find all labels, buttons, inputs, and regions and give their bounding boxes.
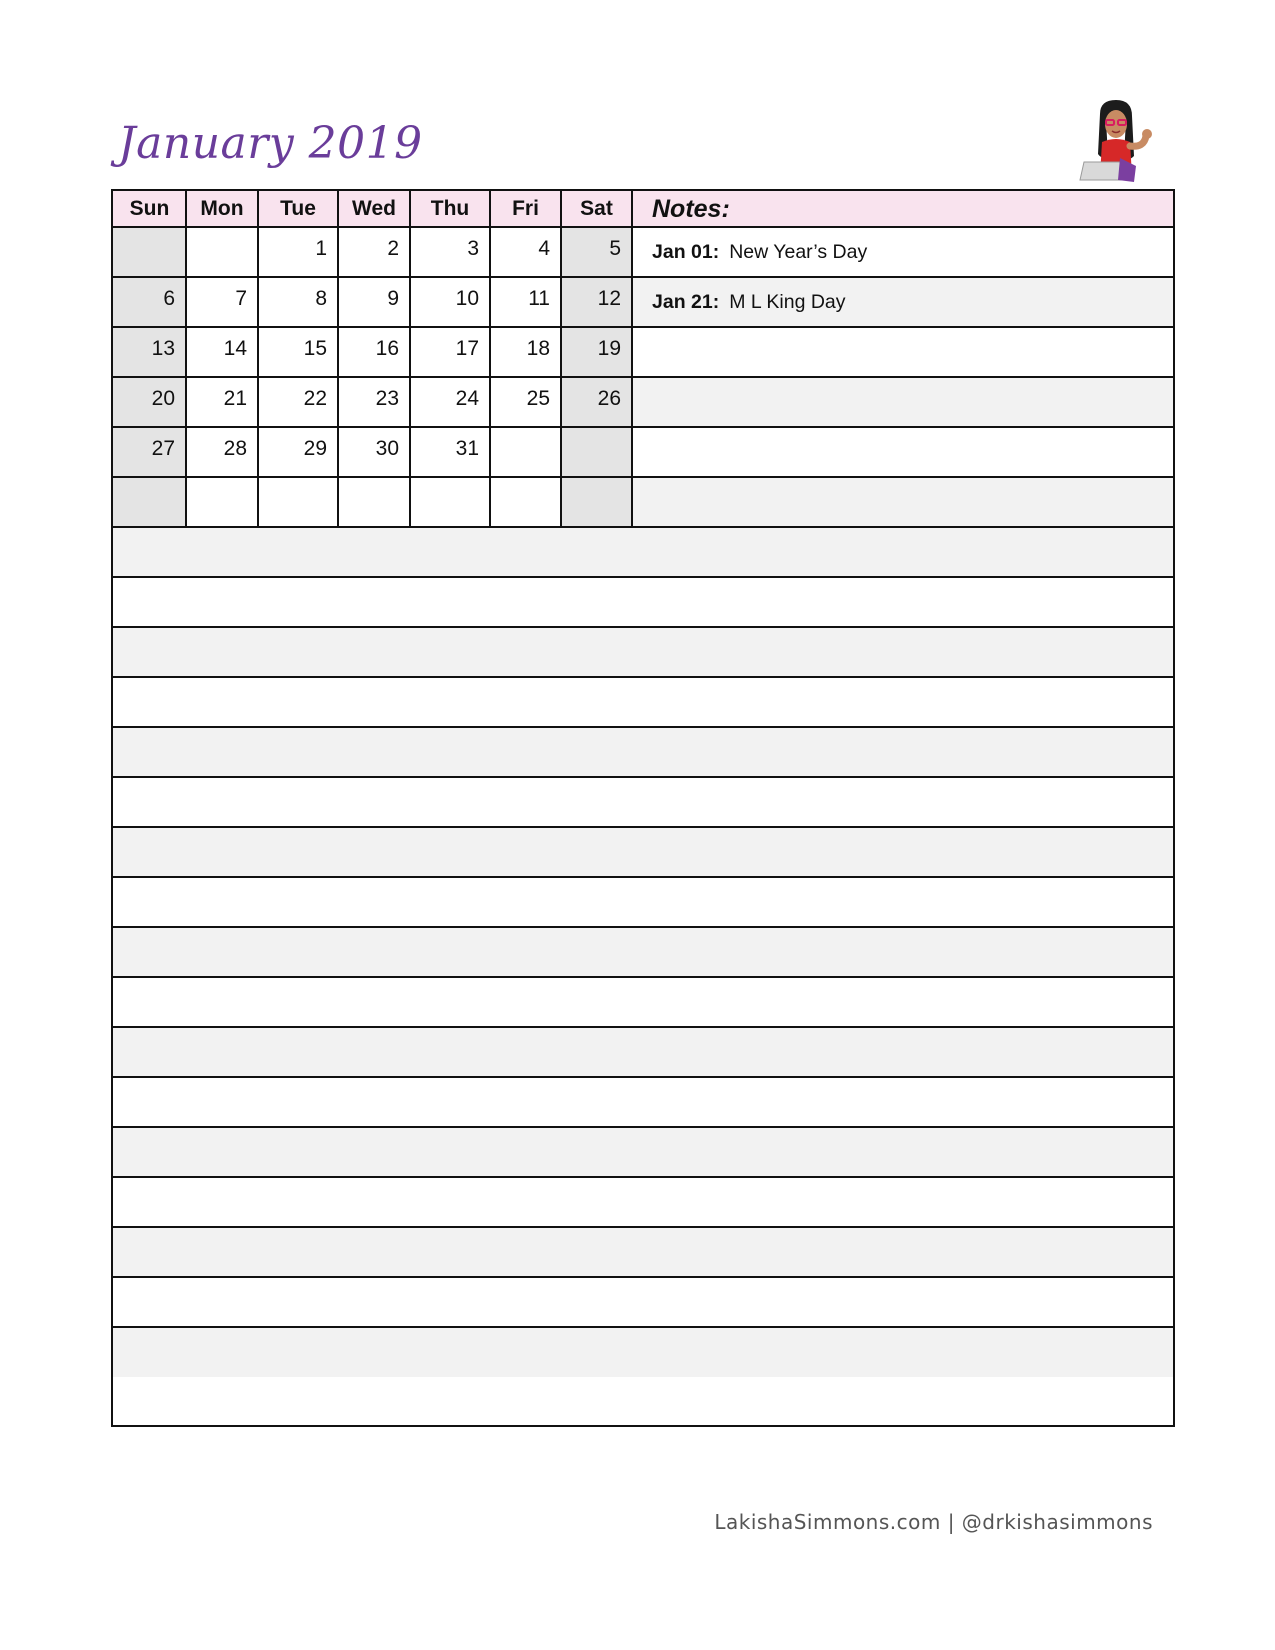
day-cell: 8: [315, 287, 327, 310]
day-cell: 20: [113, 377, 186, 427]
day-cell: 24: [455, 387, 479, 410]
grid-divider: [113, 626, 1173, 628]
notes-writing-line[interactable]: [113, 1277, 1173, 1327]
day-cell: 23: [375, 387, 399, 410]
footer-credit: LakishaSimmons.com | @drkishasimmons: [714, 1510, 1153, 1534]
day-cell: 26: [561, 377, 632, 427]
day-cell: 12: [561, 277, 632, 327]
day-cell: 22: [303, 387, 327, 410]
weekday-header: Mon: [186, 191, 258, 227]
grid-divider: [113, 726, 1173, 728]
note-text: M L King Day: [729, 290, 846, 313]
weekday-header: Thu: [410, 191, 490, 227]
grid-divider: [113, 1076, 1173, 1078]
note-line[interactable]: [632, 227, 1173, 277]
day-cell: 11: [528, 287, 550, 310]
day-cell: 1: [315, 237, 327, 260]
day-cell: [113, 227, 186, 277]
grid-divider: [113, 776, 1173, 778]
notes-writing-line[interactable]: [113, 1227, 1173, 1277]
note-text: New Year’s Day: [729, 240, 868, 263]
notes-writing-line[interactable]: [113, 677, 1173, 727]
notes-writing-line[interactable]: [113, 1077, 1173, 1127]
day-cell: 4: [538, 237, 550, 260]
note-line[interactable]: [632, 427, 1173, 477]
weekday-header: Sun: [113, 191, 186, 227]
grid-divider: [113, 1326, 1173, 1328]
avatar-icon: [1070, 96, 1162, 188]
notes-writing-line[interactable]: [113, 1177, 1173, 1227]
day-cell: [258, 477, 338, 527]
grid-divider: [113, 526, 1173, 528]
grid-divider: [113, 376, 1173, 378]
notes-writing-line[interactable]: [113, 777, 1173, 827]
note-date: Jan 01:: [652, 240, 720, 263]
note-line[interactable]: [632, 327, 1173, 377]
note-line[interactable]: [632, 477, 1173, 527]
calendar-grid: [111, 189, 1175, 1427]
page-title: January 2019: [118, 118, 423, 169]
day-cell: [490, 427, 561, 477]
weekday-header: Fri: [490, 191, 561, 227]
day-cell: [186, 227, 258, 277]
day-cell: [561, 477, 632, 527]
grid-divider: [113, 576, 1173, 578]
grid-divider: [113, 476, 1173, 478]
day-cell: 6: [113, 277, 186, 327]
grid-divider: [113, 1276, 1173, 1278]
day-cell: 28: [223, 437, 247, 460]
day-cell: [186, 477, 258, 527]
day-cell: 14: [223, 337, 247, 360]
grid-divider: [113, 676, 1173, 678]
notes-writing-line[interactable]: [113, 827, 1173, 877]
grid-divider: [113, 826, 1173, 828]
day-cell: [490, 477, 561, 527]
grid-divider: [113, 276, 1173, 278]
notes-heading: Notes:: [632, 191, 1173, 227]
day-cell: [410, 477, 490, 527]
weekday-header: Sat: [561, 191, 632, 227]
note-line[interactable]: [632, 377, 1173, 427]
notes-writing-line[interactable]: [113, 627, 1173, 677]
note-date: Jan 21:: [652, 290, 720, 313]
notes-writing-line[interactable]: [113, 977, 1173, 1027]
notes-writing-line[interactable]: [113, 727, 1173, 777]
day-cell: 17: [455, 337, 479, 360]
grid-divider: [113, 1226, 1173, 1228]
day-cell: [338, 477, 410, 527]
grid-divider: [113, 876, 1173, 878]
day-cell: 7: [235, 287, 247, 310]
grid-divider: [113, 1126, 1173, 1128]
day-cell: 3: [467, 237, 479, 260]
notes-writing-line[interactable]: [113, 877, 1173, 927]
day-cell: 19: [561, 327, 632, 377]
day-cell: 9: [387, 287, 399, 310]
weekday-header: Wed: [338, 191, 410, 227]
day-cell: 5: [561, 227, 632, 277]
day-cell: 18: [526, 337, 550, 360]
day-cell: 10: [455, 287, 479, 310]
notes-writing-line[interactable]: [113, 1027, 1173, 1077]
grid-divider: [113, 976, 1173, 978]
weekday-header: Tue: [258, 191, 338, 227]
notes-writing-line[interactable]: [113, 1127, 1173, 1177]
grid-divider: [113, 426, 1173, 428]
day-cell: 16: [375, 337, 399, 360]
day-cell: 27: [113, 427, 186, 477]
notes-writing-line[interactable]: [113, 577, 1173, 627]
grid-divider: [113, 1176, 1173, 1178]
note-line[interactable]: [632, 277, 1173, 327]
grid-divider: [113, 926, 1173, 928]
grid-divider: [113, 1026, 1173, 1028]
day-cell: [113, 477, 186, 527]
day-cell: 13: [113, 327, 186, 377]
day-cell: 21: [223, 387, 247, 410]
day-cell: 15: [303, 337, 327, 360]
notes-writing-line[interactable]: [113, 527, 1173, 577]
grid-divider: [113, 326, 1173, 328]
day-cell: 25: [526, 387, 550, 410]
day-cell: 2: [387, 237, 399, 260]
grid-divider: [113, 226, 1173, 228]
day-cell: [561, 427, 632, 477]
day-cell: 29: [303, 437, 327, 460]
day-cell: 30: [375, 437, 399, 460]
notes-writing-line[interactable]: [113, 1327, 1173, 1377]
day-cell: 31: [455, 437, 479, 460]
notes-writing-line[interactable]: [113, 927, 1173, 977]
